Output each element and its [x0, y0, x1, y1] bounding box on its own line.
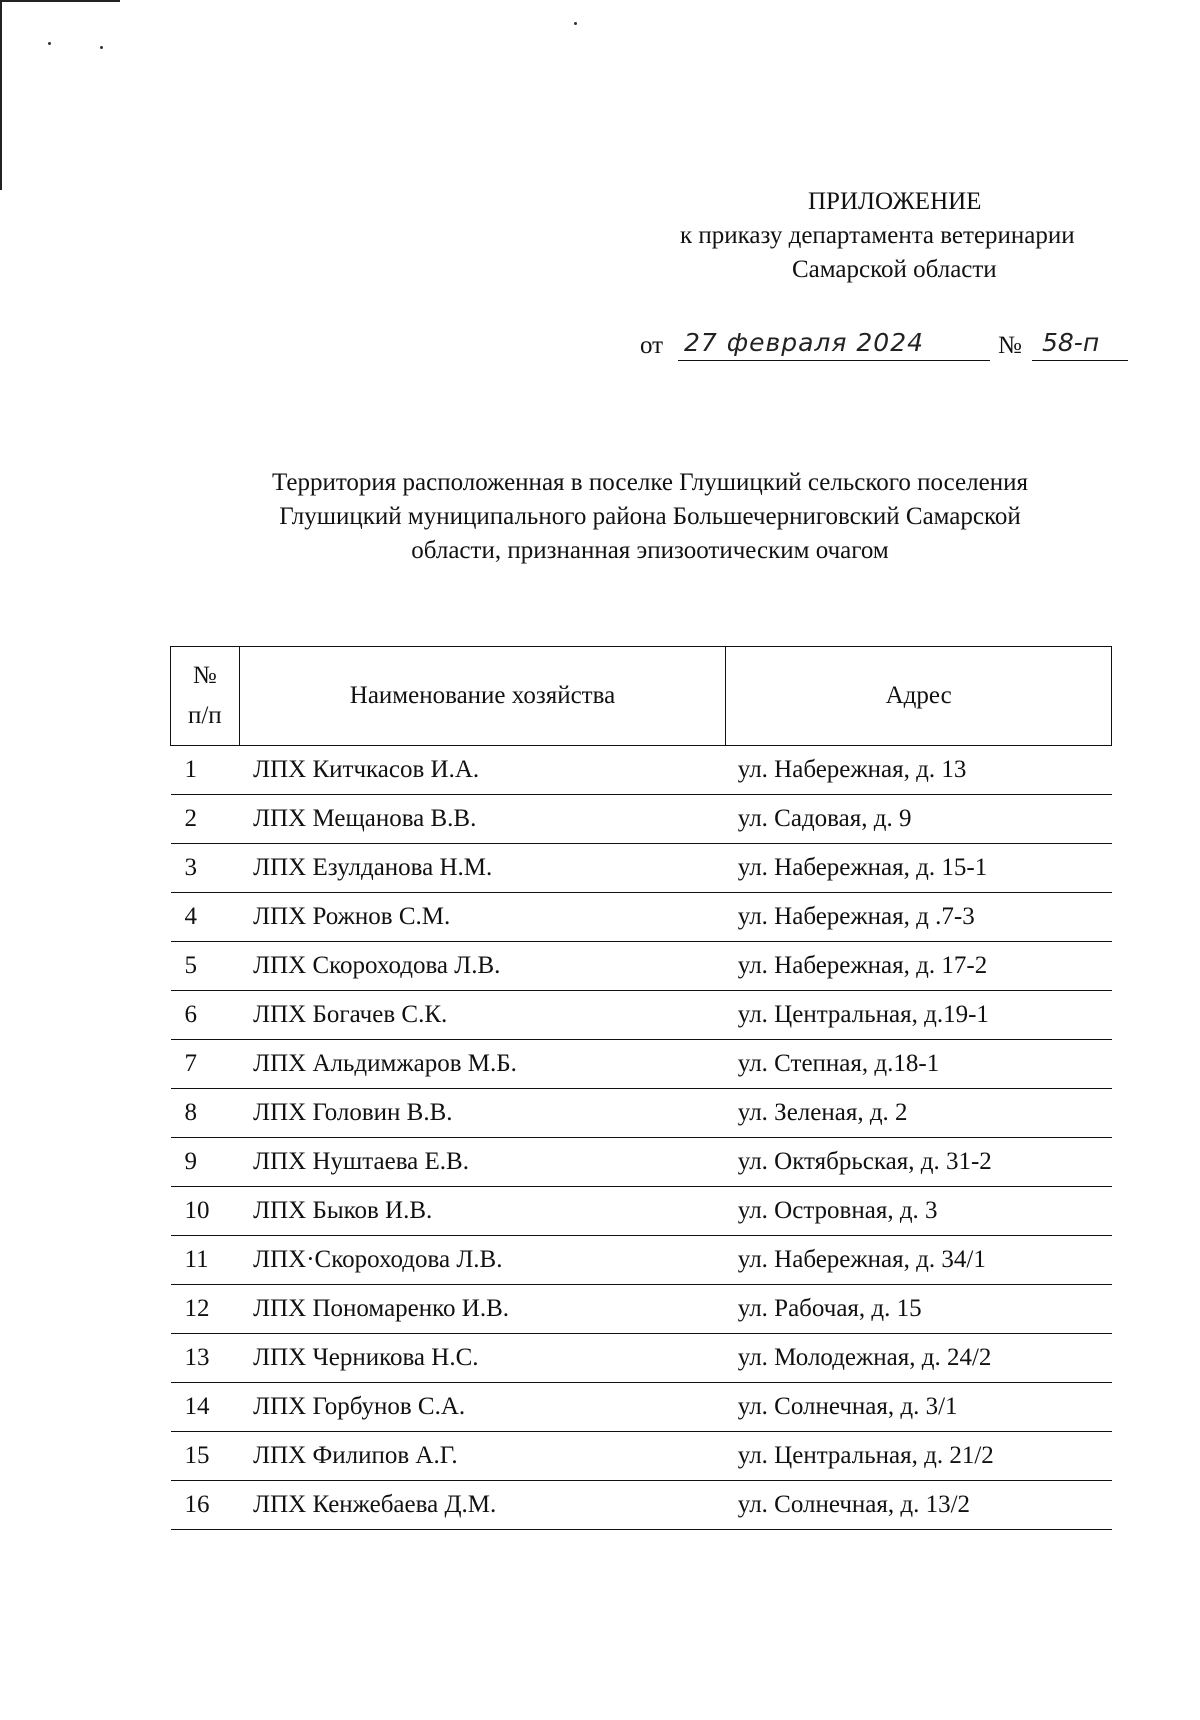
- farm-address: ул. Степная, д.18-1: [726, 1040, 1112, 1089]
- farm-name: ЛПХ Мещанова В.В.: [239, 795, 726, 844]
- farm-address: ул. Набережная, д .7-3: [726, 893, 1112, 942]
- date-underline: [678, 360, 990, 361]
- document-title: [200, 466, 1100, 568]
- farm-name: ЛПХ Китчкасов И.А.: [239, 746, 726, 795]
- order-number: 58-п: [1042, 328, 1100, 357]
- row-number: 15: [171, 1432, 240, 1481]
- row-number: 11: [171, 1236, 240, 1285]
- farm-name: ЛПХ Быков И.В.: [239, 1187, 726, 1236]
- row-number: 12: [171, 1285, 240, 1334]
- scan-edge-mark: [0, 0, 2, 190]
- table-row: [171, 1383, 1112, 1432]
- farm-address: ул. Молодежная, д. 24/2: [726, 1334, 1112, 1383]
- farm-name: ЛПХ Нуштаева Е.В.: [239, 1138, 726, 1187]
- table-row: [171, 1089, 1112, 1138]
- farm-address: ул. Солнечная, д. 13/2: [726, 1481, 1112, 1530]
- farm-name: ЛПХ Филипов А.Г.: [239, 1432, 726, 1481]
- table-header-row: [171, 647, 1112, 746]
- farm-name: ЛПХ Кенжебаева Д.М.: [239, 1481, 726, 1530]
- number-underline: [1032, 360, 1128, 361]
- title-line: Глушицкий муниципального района Большечерниговский Самарской: [279, 503, 1021, 530]
- farm-name: ЛПХ Альдимжаров М.Б.: [239, 1040, 726, 1089]
- order-from-label: от: [640, 332, 664, 359]
- farm-address: ул. Солнечная, д. 3/1: [726, 1383, 1112, 1432]
- farm-address: ул. Набережная, д. 17-2: [726, 942, 1112, 991]
- row-number: 5: [171, 942, 240, 991]
- farm-address: ул. Рабочая, д. 15: [726, 1285, 1112, 1334]
- table-row: [171, 942, 1112, 991]
- header-number: [171, 647, 240, 746]
- farm-address: ул. Центральная, д.19-1: [726, 991, 1112, 1040]
- row-number: 4: [171, 893, 240, 942]
- table-row: [171, 1481, 1112, 1530]
- order-date-number: [640, 328, 1140, 368]
- appendix-order-ref: к приказу департамента ветеринарии: [680, 222, 1075, 249]
- row-number: 3: [171, 844, 240, 893]
- scan-speck: [48, 42, 51, 45]
- table-row: [171, 746, 1112, 795]
- farm-address: ул. Центральная, д. 21/2: [726, 1432, 1112, 1481]
- header-address: Адрес: [726, 647, 1112, 746]
- row-number: 6: [171, 991, 240, 1040]
- farm-name: ЛПХ·Скороходова Л.В.: [239, 1236, 726, 1285]
- table-row: [171, 1236, 1112, 1285]
- farms-table: [170, 646, 1112, 1530]
- row-number: 14: [171, 1383, 240, 1432]
- table-row: [171, 1334, 1112, 1383]
- farm-name: ЛПХ Черникова Н.С.: [239, 1334, 726, 1383]
- farm-name: ЛПХ Богачев С.К.: [239, 991, 726, 1040]
- farm-address: ул. Садовая, д. 9: [726, 795, 1112, 844]
- farm-name: ЛПХ Езулданова Н.М.: [239, 844, 726, 893]
- farm-name: ЛПХ Скороходова Л.В.: [239, 942, 726, 991]
- scan-speck: [100, 46, 103, 49]
- order-date: 27 февраля 2024: [684, 328, 925, 357]
- row-number: 9: [171, 1138, 240, 1187]
- farm-address: ул. Набережная, д. 34/1: [726, 1236, 1112, 1285]
- farm-name: ЛПХ Рожнов С.М.: [239, 893, 726, 942]
- header-farm-name: Наименование хозяйства: [239, 647, 726, 746]
- row-number: 8: [171, 1089, 240, 1138]
- table-row: [171, 1187, 1112, 1236]
- farm-address: ул. Октябрьская, д. 31-2: [726, 1138, 1112, 1187]
- farm-address: ул. Островная, д. 3: [726, 1187, 1112, 1236]
- farm-name: ЛПХ Горбунов С.А.: [239, 1383, 726, 1432]
- row-number: 2: [171, 795, 240, 844]
- farm-name: ЛПХ Головин В.В.: [239, 1089, 726, 1138]
- row-number: 7: [171, 1040, 240, 1089]
- table-row: [171, 1040, 1112, 1089]
- table-row: [171, 1285, 1112, 1334]
- appendix-region: Самарской области: [792, 256, 997, 283]
- row-number: 10: [171, 1187, 240, 1236]
- farm-address: ул. Зеленая, д. 2: [726, 1089, 1112, 1138]
- farm-address: ул. Набережная, д. 13: [726, 746, 1112, 795]
- title-line: области, признанная эпизоотическим очагом: [411, 537, 889, 564]
- table-row: [171, 1432, 1112, 1481]
- table-row: [171, 844, 1112, 893]
- scan-top-mark: [0, 0, 120, 2]
- title-line: Территория расположенная в поселке Глушицкий сельского поселения: [272, 469, 1028, 496]
- scan-speck: [574, 22, 577, 25]
- header-number-symbol: №: [192, 662, 217, 689]
- row-number: 16: [171, 1481, 240, 1530]
- row-number: 13: [171, 1334, 240, 1383]
- order-number-label: №: [998, 332, 1022, 359]
- appendix-title: ПРИЛОЖЕНИЕ: [808, 188, 982, 215]
- table-row: [171, 893, 1112, 942]
- row-number: 1: [171, 746, 240, 795]
- table-row: [171, 991, 1112, 1040]
- table-row: [171, 795, 1112, 844]
- table-row: [171, 1138, 1112, 1187]
- header-number-abbr: п/п: [187, 702, 222, 729]
- farm-name: ЛПХ Пономаренко И.В.: [239, 1285, 726, 1334]
- farm-address: ул. Набережная, д. 15-1: [726, 844, 1112, 893]
